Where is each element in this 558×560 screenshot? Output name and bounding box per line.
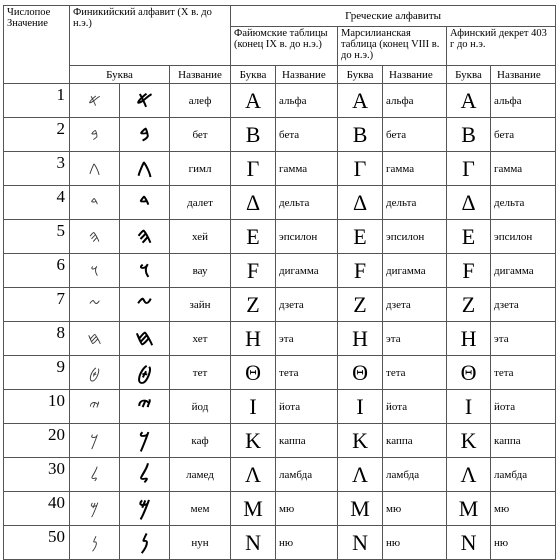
phoenician-letter-name: вау (170, 254, 231, 288)
table-row (4, 220, 556, 254)
massilia-letter-name: дзета (383, 288, 447, 322)
number-value: 40 (4, 492, 70, 526)
phoenician-letter-name: хет (170, 322, 231, 356)
massilia-letter-name: каппа (383, 424, 447, 458)
phoenician-glyph-handwritten: 𐤀 (70, 84, 120, 118)
athens-letter: Μ (447, 492, 491, 526)
phoenician-glyph-printed: 𐤃 (120, 186, 170, 220)
table-row (4, 254, 556, 288)
alphabet-table (3, 5, 556, 560)
phoenician-glyph-handwritten: 𐤊 (70, 424, 120, 458)
faiyum-letter-name: эпсилон (276, 220, 338, 254)
athens-letter-name: ламбда (491, 458, 556, 492)
phoenician-glyph-printed: 𐤅 (120, 254, 170, 288)
phoenician-letter-name: зайн (170, 288, 231, 322)
athens-letter: Α (447, 84, 491, 118)
massilia-letter-name: тета (383, 356, 447, 390)
athens-letter-name: каппа (491, 424, 556, 458)
table-row (4, 492, 556, 526)
faiyum-letter-header: Буква (231, 66, 276, 84)
phoenician-glyph-printed: 𐤇 (120, 322, 170, 356)
number-value: 7 (4, 288, 70, 322)
athens-letter-name: альфа (491, 84, 556, 118)
faiyum-letter: Λ (231, 458, 276, 492)
phoenician-glyph-printed: 𐤀 (120, 84, 170, 118)
faiyum-letter-name: йота (276, 390, 338, 424)
phoenician-letter-name: нун (170, 526, 231, 560)
faiyum-letter: Δ (231, 186, 276, 220)
faiyum-letter: Γ (231, 152, 276, 186)
massilia-letter: Ζ (338, 288, 383, 322)
faiyum-letter-name: бета (276, 118, 338, 152)
number-value: 9 (4, 356, 70, 390)
faiyum-letter-name: дельта (276, 186, 338, 220)
phoenician-glyph-printed: 𐤂 (120, 152, 170, 186)
table-row (4, 458, 556, 492)
athens-name-header: Название (491, 66, 556, 84)
faiyum-letter: Μ (231, 492, 276, 526)
massilia-letter-name: дигамма (383, 254, 447, 288)
athens-letter-name: гамма (491, 152, 556, 186)
massilia-letter: Ν (338, 526, 383, 560)
phoenician-glyph-handwritten: 𐤋 (70, 458, 120, 492)
massilia-letter: F (338, 254, 383, 288)
athens-letter: Θ (447, 356, 491, 390)
phoenician-glyph-handwritten: 𐤃 (70, 186, 120, 220)
phoenician-letter-name: йод (170, 390, 231, 424)
faiyum-header: Файюмские таблицы (конец IX в. до н.э.) (231, 27, 338, 66)
phoenician-letter-name: хей (170, 220, 231, 254)
faiyum-letter-name: гамма (276, 152, 338, 186)
table-row (4, 356, 556, 390)
athens-letter: Λ (447, 458, 491, 492)
table-row (4, 526, 556, 560)
phoenician-letter-name: тет (170, 356, 231, 390)
phoenician-glyph-handwritten: 𐤂 (70, 152, 120, 186)
phoenician-glyph-printed: 𐤊 (120, 424, 170, 458)
phoenician-glyph-handwritten: 𐤉 (70, 390, 120, 424)
number-value: 2 (4, 118, 70, 152)
faiyum-letter-name: альфа (276, 84, 338, 118)
phoenician-name-header: Название (170, 66, 231, 84)
massilia-letter: Α (338, 84, 383, 118)
athens-letter: Η (447, 322, 491, 356)
faiyum-letter: Α (231, 84, 276, 118)
faiyum-letter: F (231, 254, 276, 288)
faiyum-letter: Ζ (231, 288, 276, 322)
massilia-letter: Γ (338, 152, 383, 186)
number-value: 20 (4, 424, 70, 458)
number-value: 30 (4, 458, 70, 492)
phoenician-glyph-printed: 𐤍 (120, 526, 170, 560)
athens-header: Афинский декрет 403 г до н.э. (447, 27, 556, 66)
table-row (4, 118, 556, 152)
faiyum-letter-name: дзета (276, 288, 338, 322)
massilia-letter: Β (338, 118, 383, 152)
phoenician-glyph-handwritten: 𐤅 (70, 254, 120, 288)
massilia-letter: Μ (338, 492, 383, 526)
phoenician-glyph-printed: 𐤌 (120, 492, 170, 526)
table-row (4, 390, 556, 424)
table-row (4, 186, 556, 220)
athens-letter-name: йота (491, 390, 556, 424)
athens-letter-header: Буква (447, 66, 491, 84)
faiyum-letter: Ν (231, 526, 276, 560)
massilia-letter-header: Буква (338, 66, 383, 84)
faiyum-letter-name: дигамма (276, 254, 338, 288)
massilia-letter-name: йота (383, 390, 447, 424)
number-value: 50 (4, 526, 70, 560)
massilia-letter: Κ (338, 424, 383, 458)
athens-letter: Ζ (447, 288, 491, 322)
table-row (4, 84, 556, 118)
athens-letter-name: мю (491, 492, 556, 526)
massilia-letter: Ι (338, 390, 383, 424)
phoenician-glyph-handwritten: 𐤄 (70, 220, 120, 254)
athens-letter: Ε (447, 220, 491, 254)
faiyum-letter-name: ламбда (276, 458, 338, 492)
athens-letter-name: тета (491, 356, 556, 390)
phoenician-letter-name: ламед (170, 458, 231, 492)
athens-letter: Γ (447, 152, 491, 186)
number-value: 4 (4, 186, 70, 220)
massilia-letter: Θ (338, 356, 383, 390)
phoenician-glyph-printed: 𐤄 (120, 220, 170, 254)
athens-letter-name: бета (491, 118, 556, 152)
number-value: 6 (4, 254, 70, 288)
athens-letter-name: дигамма (491, 254, 556, 288)
massilia-letter-name: эпсилон (383, 220, 447, 254)
phoenician-glyph-printed: 𐤆 (120, 288, 170, 322)
faiyum-letter-name: мю (276, 492, 338, 526)
massilia-letter: Λ (338, 458, 383, 492)
phoenician-glyph-printed: 𐤈 (120, 356, 170, 390)
athens-letter-name: эпсилон (491, 220, 556, 254)
massilia-name-header: Название (383, 66, 447, 84)
massilia-letter: Η (338, 322, 383, 356)
phoenician-letter-name: гимл (170, 152, 231, 186)
massilia-letter-name: альфа (383, 84, 447, 118)
massilia-letter: Δ (338, 186, 383, 220)
phoenician-letter-name: алеф (170, 84, 231, 118)
faiyum-letter: Β (231, 118, 276, 152)
table-row (4, 424, 556, 458)
number-value: 10 (4, 390, 70, 424)
phoenician-glyph-printed: 𐤋 (120, 458, 170, 492)
athens-letter: Ν (447, 526, 491, 560)
massilia-letter-name: бета (383, 118, 447, 152)
phoenician-letter-header: Буква (70, 66, 170, 84)
phoenician-letter-name: бет (170, 118, 231, 152)
number-value-header: Числопое Значение (4, 6, 70, 84)
greek-header: Греческие алфавиты (231, 6, 556, 27)
faiyum-letter-name: каппа (276, 424, 338, 458)
phoenician-glyph-handwritten: 𐤇 (70, 322, 120, 356)
massilia-letter-name: ламбда (383, 458, 447, 492)
phoenician-glyph-handwritten: 𐤈 (70, 356, 120, 390)
number-value: 1 (4, 84, 70, 118)
faiyum-letter-name: эта (276, 322, 338, 356)
faiyum-name-header: Название (276, 66, 338, 84)
phoenician-glyph-handwritten: 𐤌 (70, 492, 120, 526)
massilia-header: Марсилианская таблица (конец VIII в. до н.э.) (338, 27, 447, 66)
phoenician-glyph-handwritten: 𐤍 (70, 526, 120, 560)
table-row (4, 322, 556, 356)
faiyum-letter: Κ (231, 424, 276, 458)
phoenician-glyph-handwritten: 𐤆 (70, 288, 120, 322)
athens-letter: Κ (447, 424, 491, 458)
phoenician-glyph-printed: 𐤁 (120, 118, 170, 152)
athens-letter-name: дзета (491, 288, 556, 322)
athens-letter-name: ню (491, 526, 556, 560)
faiyum-letter-name: ню (276, 526, 338, 560)
phoenician-letter-name: далет (170, 186, 231, 220)
number-value: 3 (4, 152, 70, 186)
athens-letter: F (447, 254, 491, 288)
faiyum-letter: Θ (231, 356, 276, 390)
table-row (4, 152, 556, 186)
athens-letter: Ι (447, 390, 491, 424)
massilia-letter-name: эта (383, 322, 447, 356)
faiyum-letter: Η (231, 322, 276, 356)
athens-letter: Δ (447, 186, 491, 220)
phoenician-glyph-printed: 𐤉 (120, 390, 170, 424)
phoenician-letter-name: мем (170, 492, 231, 526)
massilia-letter-name: мю (383, 492, 447, 526)
faiyum-letter: Ι (231, 390, 276, 424)
massilia-letter-name: гамма (383, 152, 447, 186)
massilia-letter: Ε (338, 220, 383, 254)
phoenician-glyph-handwritten: 𐤁 (70, 118, 120, 152)
athens-letter: Β (447, 118, 491, 152)
number-value: 8 (4, 322, 70, 356)
athens-letter-name: дельта (491, 186, 556, 220)
athens-letter-name: эта (491, 322, 556, 356)
number-value: 5 (4, 220, 70, 254)
phoenician-header: Финикийский алфавит (X в. до н.э.) (70, 6, 231, 66)
massilia-letter-name: ню (383, 526, 447, 560)
massilia-letter-name: дельта (383, 186, 447, 220)
table-row (4, 288, 556, 322)
faiyum-letter-name: тета (276, 356, 338, 390)
faiyum-letter: Ε (231, 220, 276, 254)
phoenician-letter-name: каф (170, 424, 231, 458)
